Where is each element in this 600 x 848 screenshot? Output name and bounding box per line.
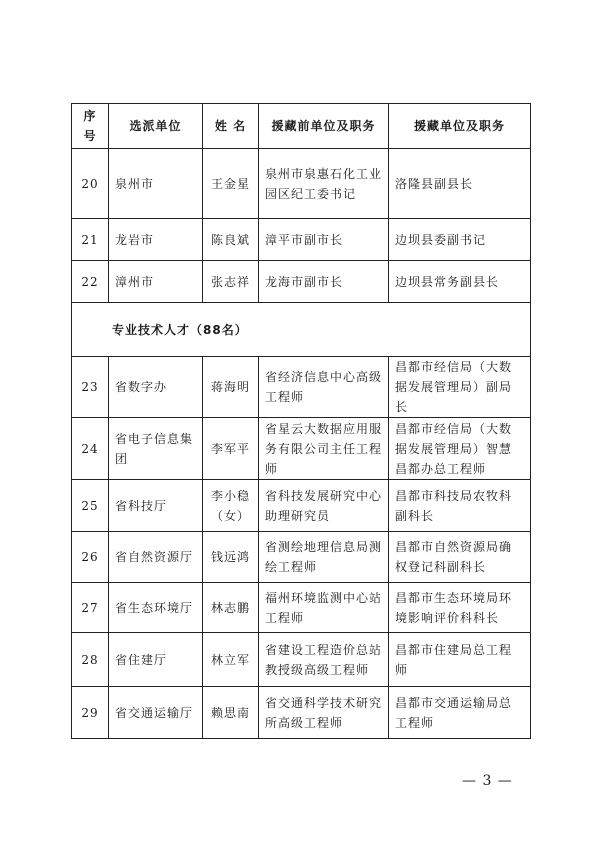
- cell-unit: 泉州市: [109, 149, 203, 219]
- cell-no: 29: [72, 687, 109, 739]
- cell-prev-position: 省星云大数据应用服务有限公司主任工程师: [259, 418, 389, 480]
- cell-no: 26: [72, 532, 109, 583]
- cell-name: 张志祥: [203, 261, 259, 303]
- cell-no: 27: [72, 583, 109, 633]
- cell-prev-position: 省交通科学技术研究所高级工程师: [259, 687, 389, 739]
- header-prev-position: 援藏前单位及职务: [259, 104, 389, 149]
- table-row: [72, 583, 531, 633]
- table-row: [72, 261, 531, 303]
- cell-unit: 省住建厅: [109, 633, 203, 687]
- table-row: [72, 418, 531, 480]
- cell-name: 林立军: [203, 633, 259, 687]
- cell-no: 22: [72, 261, 109, 303]
- cell-no: 24: [72, 418, 109, 480]
- cell-name: 陈良斌: [203, 219, 259, 261]
- header-row: [72, 104, 531, 149]
- cell-post-position: 昌都市经信局（大数据发展管理局）副局长: [389, 357, 531, 418]
- cell-name: 蒋海明: [203, 357, 259, 418]
- cell-name: 李小稳（女）: [203, 480, 259, 532]
- cell-unit: 龙岩市: [109, 219, 203, 261]
- table-row: [72, 480, 531, 532]
- cell-unit: 省科技厅: [109, 480, 203, 532]
- cell-post-position: 昌都市自然资源局确权登记科副科长: [389, 532, 531, 583]
- cell-prev-position: 龙海市副市长: [259, 261, 389, 303]
- cell-prev-position: 省科技发展研究中心助理研究员: [259, 480, 389, 532]
- cell-post-position: 昌都市交通运输局总工程师: [389, 687, 531, 739]
- table-row: [72, 532, 531, 583]
- cell-name: 李军平: [203, 418, 259, 480]
- section-label: 专业技术人才（88名）: [72, 303, 531, 357]
- section-row: [72, 303, 531, 357]
- header-unit: 选派单位: [109, 104, 203, 149]
- cell-post-position: 昌都市科技局农牧科副科长: [389, 480, 531, 532]
- cell-prev-position: 泉州市泉惠石化工业园区纪工委书记: [259, 149, 389, 219]
- cell-unit: 省交通运输厅: [109, 687, 203, 739]
- cell-post-position: 昌都市住建局总工程师: [389, 633, 531, 687]
- table-row: [72, 357, 531, 418]
- cell-unit: 省自然资源厅: [109, 532, 203, 583]
- table-row: [72, 633, 531, 687]
- cell-no: 21: [72, 219, 109, 261]
- cell-no: 20: [72, 149, 109, 219]
- cell-unit: 省生态环境厅: [109, 583, 203, 633]
- page-number: — 3 —: [462, 773, 513, 789]
- cell-prev-position: 漳平市副市长: [259, 219, 389, 261]
- cell-post-position: 昌都市经信局（大数据发展管理局）智慧昌都办总工程师: [389, 418, 531, 480]
- table-row: [72, 687, 531, 739]
- appointment-table: [71, 103, 531, 739]
- cell-unit: 省数字办: [109, 357, 203, 418]
- header-post-position: 援藏单位及职务: [389, 104, 531, 149]
- cell-no: 28: [72, 633, 109, 687]
- cell-no: 25: [72, 480, 109, 532]
- cell-name: 赖思南: [203, 687, 259, 739]
- cell-name: 林志鹏: [203, 583, 259, 633]
- cell-post-position: 昌都市生态环境局环境影响评价科科长: [389, 583, 531, 633]
- cell-name: 王金星: [203, 149, 259, 219]
- cell-unit: 漳州市: [109, 261, 203, 303]
- cell-prev-position: 省建设工程造价总站教授级高级工程师: [259, 633, 389, 687]
- cell-prev-position: 省经济信息中心高级工程师: [259, 357, 389, 418]
- cell-prev-position: 福州环境监测中心站工程师: [259, 583, 389, 633]
- cell-prev-position: 省测绘地理信息局测绘工程师: [259, 532, 389, 583]
- cell-name: 钱远鸿: [203, 532, 259, 583]
- header-name: 姓 名: [203, 104, 259, 149]
- cell-unit: 省电子信息集团: [109, 418, 203, 480]
- table-row: [72, 149, 531, 219]
- cell-post-position: 边坝县常务副县长: [389, 261, 531, 303]
- cell-post-position: 洛隆县副县长: [389, 149, 531, 219]
- cell-no: 23: [72, 357, 109, 418]
- table-row: [72, 219, 531, 261]
- cell-post-position: 边坝县委副书记: [389, 219, 531, 261]
- header-no: 序号: [72, 104, 109, 149]
